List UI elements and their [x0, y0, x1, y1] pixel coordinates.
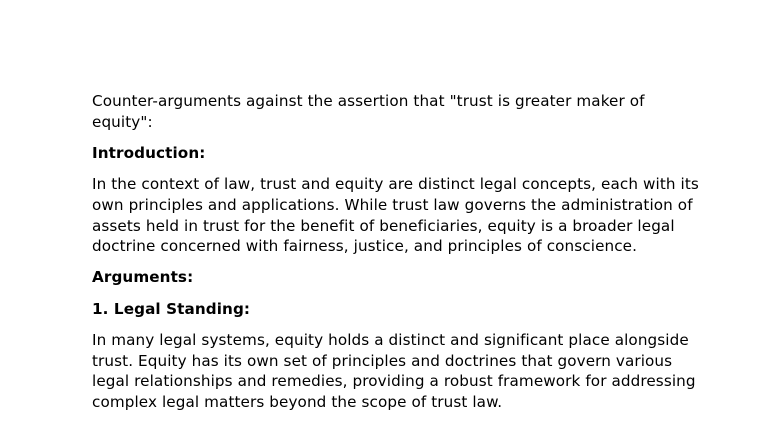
- intro-line: Counter-arguments against the assertion that "trust is greater maker of equity":: [92, 92, 645, 131]
- arguments-heading: Arguments:: [92, 268, 194, 287]
- argument-1-paragraph: In many legal systems, equity holds a distinct and significant place alongside trust. Equity has its own set of principles and doctrines that govern various legal relationships and remedies, providing a robust framework for addressing complex legal matters beyond the scope of trust law.: [92, 330, 696, 411]
- argument-1-heading: 1. Legal Standing:: [92, 299, 251, 318]
- introduction-heading: Introduction:: [92, 143, 206, 162]
- document-body: [92, 91, 702, 423]
- introduction-paragraph: In the context of law, trust and equity are distinct legal concepts, each with its own principles and applications. While trust law governs the administration of assets held in trust for the benefit of beneficiaries, equity is a broader legal doctrine concerned with fairness, justice, and principles of conscience.: [92, 175, 699, 256]
